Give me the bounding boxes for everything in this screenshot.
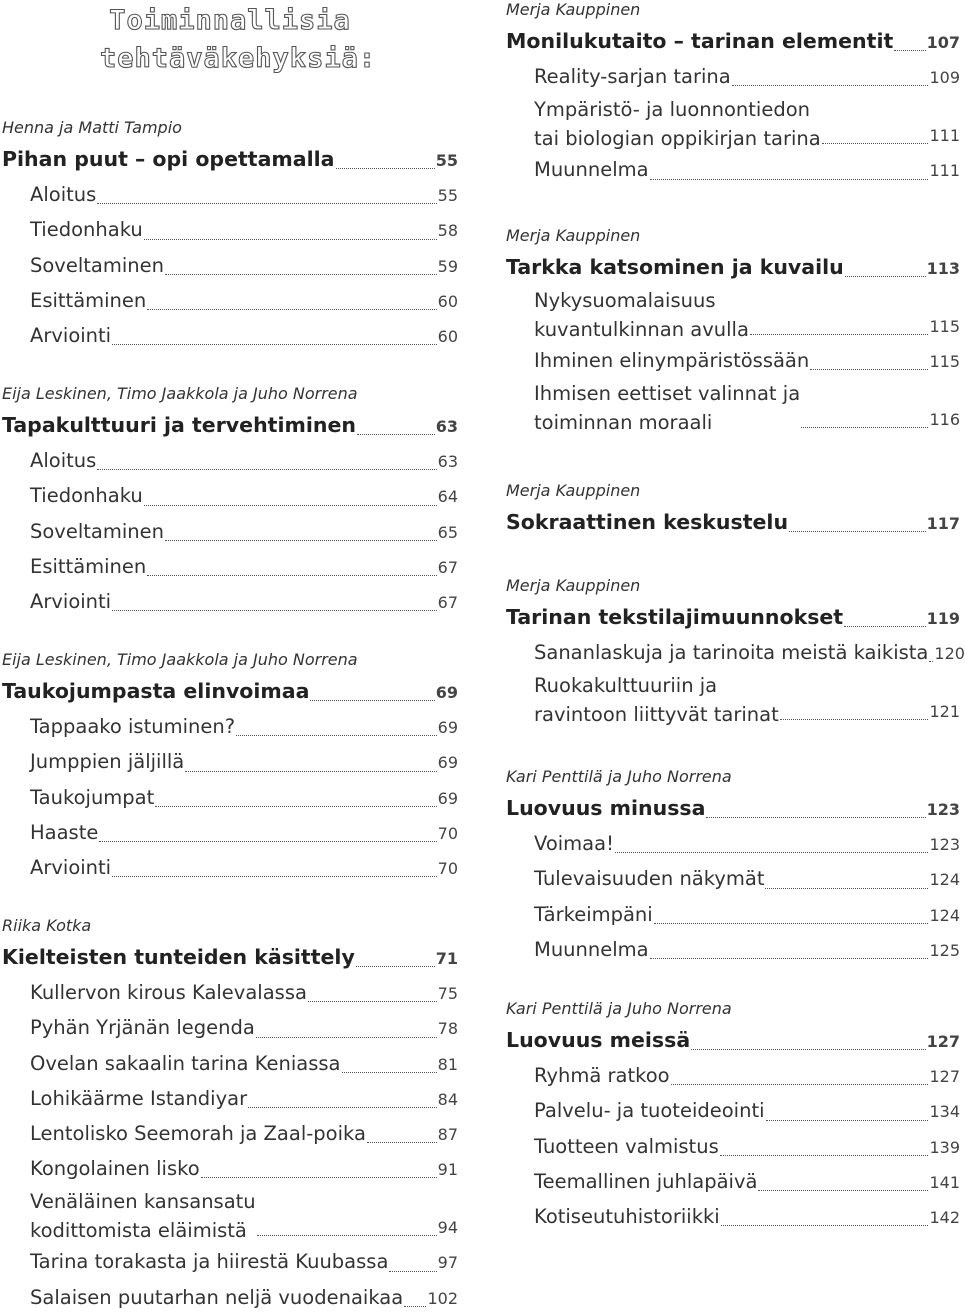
toc-entry-label: Haaste xyxy=(30,820,99,844)
dot-leader xyxy=(99,841,436,842)
dot-leader xyxy=(201,1177,437,1178)
toc-entry-label: Arviointi xyxy=(30,590,112,614)
toc-entry[interactable] xyxy=(2,1245,458,1280)
page-number: 141 xyxy=(929,1172,960,1192)
toc-entry-label: Kongolainen lisko xyxy=(30,1157,200,1181)
toc-entry-label-line-2: ravintoon liittyvät tarinat xyxy=(534,703,779,727)
page-number: 134 xyxy=(929,1102,960,1122)
toc-entry-label xyxy=(534,379,800,437)
toc-entry-label xyxy=(30,1187,256,1245)
toc-entry[interactable] xyxy=(2,1117,458,1152)
dot-leader xyxy=(310,700,434,701)
toc-entry-label: Soveltaminen xyxy=(30,519,164,543)
toc-entry[interactable] xyxy=(2,479,458,514)
toc-section-title[interactable] xyxy=(506,24,960,60)
section-author: Merja Kauppinen xyxy=(506,481,641,500)
dot-leader xyxy=(894,50,925,51)
page-number: 111 xyxy=(929,161,960,181)
page-number: 87 xyxy=(437,1125,458,1145)
toc-entry-label: Sananlaskuja ja tarinoita meistä kaikista xyxy=(534,641,929,665)
toc-entry-label: Tapakulttuuri ja tervehtiminen xyxy=(2,413,356,437)
toc-entry[interactable] xyxy=(506,153,960,188)
toc-entry[interactable] xyxy=(506,1165,960,1200)
page-number: 70 xyxy=(437,859,458,879)
toc-entry-label: Teemallinen juhlapäivä xyxy=(534,1169,758,1193)
toc-entry[interactable] xyxy=(506,827,960,862)
dot-leader xyxy=(721,1225,929,1226)
section-author: Kari Penttilä ja Juho Norrena xyxy=(506,767,732,786)
section-author: Merja Kauppinen xyxy=(506,226,641,245)
toc-section-title[interactable] xyxy=(2,940,458,976)
section-author: Eija Leskinen, Timo Jaakkola ja Juho Norrena xyxy=(2,650,358,669)
toc-entry-label: Taukojumpasta elinvoimaa xyxy=(2,679,310,703)
page-number: 67 xyxy=(437,557,458,577)
toc-entry[interactable] xyxy=(506,60,960,95)
toc-entry-label: Kielteisten tunteiden käsittely xyxy=(2,945,355,969)
toc-section-title[interactable] xyxy=(506,250,960,286)
toc-entry-label: Muunnelma xyxy=(534,158,649,182)
page-number: 58 xyxy=(437,221,458,241)
page-number: 59 xyxy=(437,256,458,276)
page-number: 70 xyxy=(437,823,458,843)
toc-entry-label xyxy=(534,671,779,729)
toc-entry[interactable] xyxy=(506,344,960,379)
dot-leader xyxy=(810,369,928,370)
toc-entry[interactable] xyxy=(506,379,960,437)
dot-leader xyxy=(732,85,929,86)
toc-entry-label: Tärkeimpäni xyxy=(534,902,653,926)
dot-leader xyxy=(112,876,437,877)
toc-entry-label: Arviointi xyxy=(30,324,112,348)
toc-entry-label: Taukojumpat xyxy=(30,785,155,809)
toc-entry[interactable] xyxy=(2,710,458,745)
toc-entry[interactable] xyxy=(2,178,458,213)
page-number: 63 xyxy=(437,452,458,472)
toc-entry-label: Arviointi xyxy=(30,856,112,880)
toc-entry-label: Aloitus xyxy=(30,449,97,473)
toc-entry-label: Kotiseutuhistoriikki xyxy=(534,1205,720,1229)
toc-entry[interactable] xyxy=(506,933,960,968)
page-number: 75 xyxy=(437,984,458,1004)
dot-leader xyxy=(404,1306,426,1307)
toc-entry-label xyxy=(534,95,821,153)
toc-section-title[interactable] xyxy=(506,1023,960,1059)
dot-leader xyxy=(185,771,436,772)
toc-entry-label: Luovuus meissä xyxy=(506,1028,691,1052)
toc-entry-label: Esittäminen xyxy=(30,288,147,312)
dot-leader xyxy=(801,427,928,428)
dot-leader xyxy=(929,661,933,662)
toc-entry-label: Aloitus xyxy=(30,183,97,207)
dot-leader xyxy=(257,1235,437,1236)
toc-entry-label-line-2: tai biologian oppikirjan tarina xyxy=(534,127,821,151)
page-number: 124 xyxy=(929,905,960,925)
page-number: 142 xyxy=(929,1208,960,1228)
toc-entry[interactable] xyxy=(2,1011,458,1046)
toc-entry[interactable] xyxy=(506,898,960,933)
page-number: 121 xyxy=(929,702,960,722)
toc-entry[interactable] xyxy=(2,745,458,780)
dot-leader xyxy=(357,434,435,435)
page-number: 69 xyxy=(435,683,458,702)
dot-leader xyxy=(758,1190,928,1191)
page-number: 91 xyxy=(437,1160,458,1180)
toc-entry[interactable] xyxy=(2,444,458,479)
toc-section-title[interactable] xyxy=(2,674,458,710)
toc-entry-label: Esittäminen xyxy=(30,554,147,578)
toc-entry-label: Tappaako istuminen? xyxy=(30,715,236,739)
toc-entry-label: Tiedonhaku xyxy=(30,484,143,508)
toc-entry-label: Ovelan sakaalin tarina Keniassa xyxy=(30,1051,341,1075)
dot-leader xyxy=(112,610,437,611)
page-number: 64 xyxy=(437,487,458,507)
toc-entry-label: Luovuus minussa xyxy=(506,796,706,820)
dot-leader xyxy=(97,203,436,204)
toc-section xyxy=(2,916,458,1316)
page-number: 116 xyxy=(929,410,960,430)
dot-leader xyxy=(236,735,437,736)
dot-leader xyxy=(789,531,926,532)
toc-entry[interactable] xyxy=(2,781,458,816)
toc-section xyxy=(2,650,458,886)
toc-section xyxy=(506,767,960,968)
dot-leader xyxy=(650,179,929,180)
toc-entry-label: Soveltaminen xyxy=(30,253,164,277)
dot-leader xyxy=(654,923,929,924)
toc-entry-label: Salaisen puutarhan neljä vuodenaikaa xyxy=(30,1285,404,1309)
toc-entry-label-line-1: Nykysuomalaisuus xyxy=(534,289,716,313)
page-number: 109 xyxy=(929,68,960,88)
toc-entry-label: Monilukutaito – tarinan elementit xyxy=(506,29,894,53)
page-number: 127 xyxy=(926,1032,960,1051)
toc-entry[interactable] xyxy=(2,976,458,1011)
toc-entry-label: Kullervon kirous Kalevalassa xyxy=(30,981,307,1005)
dot-leader xyxy=(845,276,926,277)
dot-leader xyxy=(650,958,929,959)
page-number: 125 xyxy=(929,940,960,960)
dot-leader xyxy=(144,239,437,240)
page-number: 60 xyxy=(437,327,458,347)
page-number: 84 xyxy=(437,1089,458,1109)
dot-leader xyxy=(144,505,437,506)
toc-entry-label-line-2: toiminnan moraali xyxy=(534,411,713,435)
page-number: 94 xyxy=(437,1218,458,1238)
page-number: 117 xyxy=(926,514,960,533)
dot-leader xyxy=(97,469,436,470)
toc-entry-label-line-1: Ympäristö- ja luonnontiedon xyxy=(534,98,811,122)
toc-section xyxy=(506,999,960,1235)
toc-entry-label-line-1: Venäläinen kansansatu xyxy=(30,1190,256,1214)
toc-entry[interactable] xyxy=(506,1094,960,1129)
dot-leader xyxy=(155,806,436,807)
toc-entry-label: Tiedonhaku xyxy=(30,218,143,242)
page-number: 81 xyxy=(437,1054,458,1074)
toc-entry[interactable] xyxy=(506,862,960,897)
dot-leader xyxy=(706,817,925,818)
toc-entry-label: Ryhmä ratkoo xyxy=(534,1064,670,1088)
page-title-line-2: tehtäväkehyksiä: xyxy=(100,43,377,74)
dot-leader xyxy=(165,540,437,541)
toc-entry-label: Sokraattinen keskustelu xyxy=(506,510,789,534)
toc-entry[interactable] xyxy=(2,1281,458,1316)
page-number: 113 xyxy=(926,259,960,278)
toc-entry[interactable] xyxy=(2,213,458,248)
toc-entry[interactable] xyxy=(2,1152,458,1187)
dot-leader xyxy=(342,1072,437,1073)
dot-leader xyxy=(147,309,436,310)
section-author: Henna ja Matti Tampio xyxy=(2,118,182,137)
toc-entry-label: Jumppien jäljillä xyxy=(30,750,185,774)
toc-entry-label-line-1: Ruokakulttuuriin ja xyxy=(534,674,718,698)
dot-leader xyxy=(356,966,435,967)
toc-entry[interactable] xyxy=(506,1200,960,1235)
toc-entry-label: Lohikäärme Istandiyar xyxy=(30,1086,248,1110)
dot-leader xyxy=(780,719,929,720)
dot-leader xyxy=(336,168,435,169)
section-author: Riika Kotka xyxy=(2,916,92,935)
toc-section xyxy=(506,481,960,541)
dot-leader xyxy=(671,1084,929,1085)
page-number: 67 xyxy=(437,593,458,613)
page-number: 69 xyxy=(437,753,458,773)
toc-entry[interactable] xyxy=(506,95,960,153)
toc-entry-label: Tarkka katsominen ja kuvailu xyxy=(506,255,844,279)
dot-leader xyxy=(691,1049,925,1050)
toc-entry[interactable] xyxy=(506,1130,960,1165)
toc-entry[interactable] xyxy=(2,585,458,620)
toc-section xyxy=(506,226,960,437)
toc-entry-label-line-2: kodittomista eläimistä xyxy=(30,1219,247,1243)
page-number: 97 xyxy=(437,1253,458,1273)
dot-leader xyxy=(367,1142,437,1143)
dot-leader xyxy=(822,143,929,144)
section-author: Eija Leskinen, Timo Jaakkola ja Juho Norrena xyxy=(2,384,358,403)
page-number: 78 xyxy=(437,1019,458,1039)
dot-leader xyxy=(147,575,436,576)
toc-entry-label: Tuotteen valmistus xyxy=(534,1134,719,1158)
dot-leader xyxy=(112,344,437,345)
page-number: 102 xyxy=(427,1288,458,1308)
page-number: 119 xyxy=(926,609,960,628)
dot-leader xyxy=(389,1271,436,1272)
toc-entry-label: Ihminen elinympäristössään xyxy=(534,349,810,373)
page-number: 127 xyxy=(929,1067,960,1087)
toc-section-title[interactable] xyxy=(506,505,960,541)
toc-section-title[interactable] xyxy=(506,791,960,827)
toc-entry-label: Pihan puut – opi opettamalla xyxy=(2,147,335,171)
toc-entry[interactable] xyxy=(2,319,458,354)
toc-entry[interactable] xyxy=(2,249,458,284)
dot-leader xyxy=(765,888,928,889)
dot-leader xyxy=(750,334,929,335)
toc-entry[interactable] xyxy=(2,1082,458,1117)
section-author: Merja Kauppinen xyxy=(506,0,641,19)
toc-entry[interactable] xyxy=(2,284,458,319)
page-number: 139 xyxy=(929,1137,960,1157)
toc-section-title[interactable] xyxy=(506,600,960,636)
toc-entry[interactable] xyxy=(2,1187,458,1245)
page-number: 69 xyxy=(437,718,458,738)
page-number: 63 xyxy=(435,417,458,436)
toc-entry[interactable] xyxy=(2,515,458,550)
toc-entry-label: Lentolisko Seemorah ja Zaal-poika xyxy=(30,1122,366,1146)
toc-section-title[interactable] xyxy=(2,142,458,178)
page-number: 111 xyxy=(929,126,960,146)
toc-entry[interactable] xyxy=(2,1047,458,1082)
toc-entry[interactable] xyxy=(2,816,458,851)
section-author: Kari Penttilä ja Juho Norrena xyxy=(506,999,732,1018)
toc-entry-label xyxy=(534,286,749,344)
page-number: 55 xyxy=(435,151,458,170)
dot-leader xyxy=(844,626,925,627)
toc-entry[interactable] xyxy=(506,636,965,671)
toc-entry-label: Tarina torakasta ja hiirestä Kuubassa xyxy=(30,1250,389,1274)
dot-leader xyxy=(766,1120,929,1121)
toc-section xyxy=(506,0,960,189)
toc-entry-label: Reality-sarjan tarina xyxy=(534,65,731,89)
page-number: 123 xyxy=(929,835,960,855)
page-number: 69 xyxy=(437,788,458,808)
toc-entry-label: Muunnelma xyxy=(534,937,649,961)
page-number: 120 xyxy=(934,644,965,664)
page-number: 65 xyxy=(437,522,458,542)
page-number: 71 xyxy=(435,949,458,968)
toc-entry[interactable] xyxy=(506,286,960,344)
page-number: 123 xyxy=(926,800,960,819)
dot-leader xyxy=(308,1001,437,1002)
toc-entry[interactable] xyxy=(2,550,458,585)
dot-leader xyxy=(615,852,929,853)
toc-entry[interactable] xyxy=(506,1059,960,1094)
dot-leader xyxy=(256,1037,437,1038)
toc-section xyxy=(506,576,965,729)
dot-leader xyxy=(165,274,437,275)
toc-entry-label: Tulevaisuuden näkymät xyxy=(534,867,765,891)
toc-section xyxy=(2,118,458,354)
toc-entry-label-line-2: kuvantulkinnan avulla xyxy=(534,318,749,342)
page-number: 115 xyxy=(929,317,960,336)
toc-section-title[interactable] xyxy=(2,408,458,444)
toc-entry-label-line-1: Ihmisen eettiset valinnat ja xyxy=(534,382,801,406)
page-number: 124 xyxy=(929,870,960,890)
toc-entry-label: Pyhän Yrjänän legenda xyxy=(30,1016,255,1040)
page-number: 55 xyxy=(437,186,458,206)
toc-section xyxy=(2,384,458,620)
toc-entry[interactable] xyxy=(506,671,960,729)
dot-leader xyxy=(720,1155,929,1156)
page-number: 107 xyxy=(926,33,960,52)
toc-entry[interactable] xyxy=(2,851,458,886)
toc-entry-label: Palvelu- ja tuoteideointi xyxy=(534,1099,765,1123)
page-number: 60 xyxy=(437,291,458,311)
section-author: Merja Kauppinen xyxy=(506,576,641,595)
toc-entry-label: Voimaa! xyxy=(534,832,614,856)
page-number: 115 xyxy=(929,352,960,372)
dot-leader xyxy=(248,1107,437,1108)
page-title-line-1: Toiminnallisia xyxy=(109,5,351,36)
page-title xyxy=(100,2,377,78)
toc-entry-label: Tarinan tekstilajimuunnokset xyxy=(506,605,844,629)
